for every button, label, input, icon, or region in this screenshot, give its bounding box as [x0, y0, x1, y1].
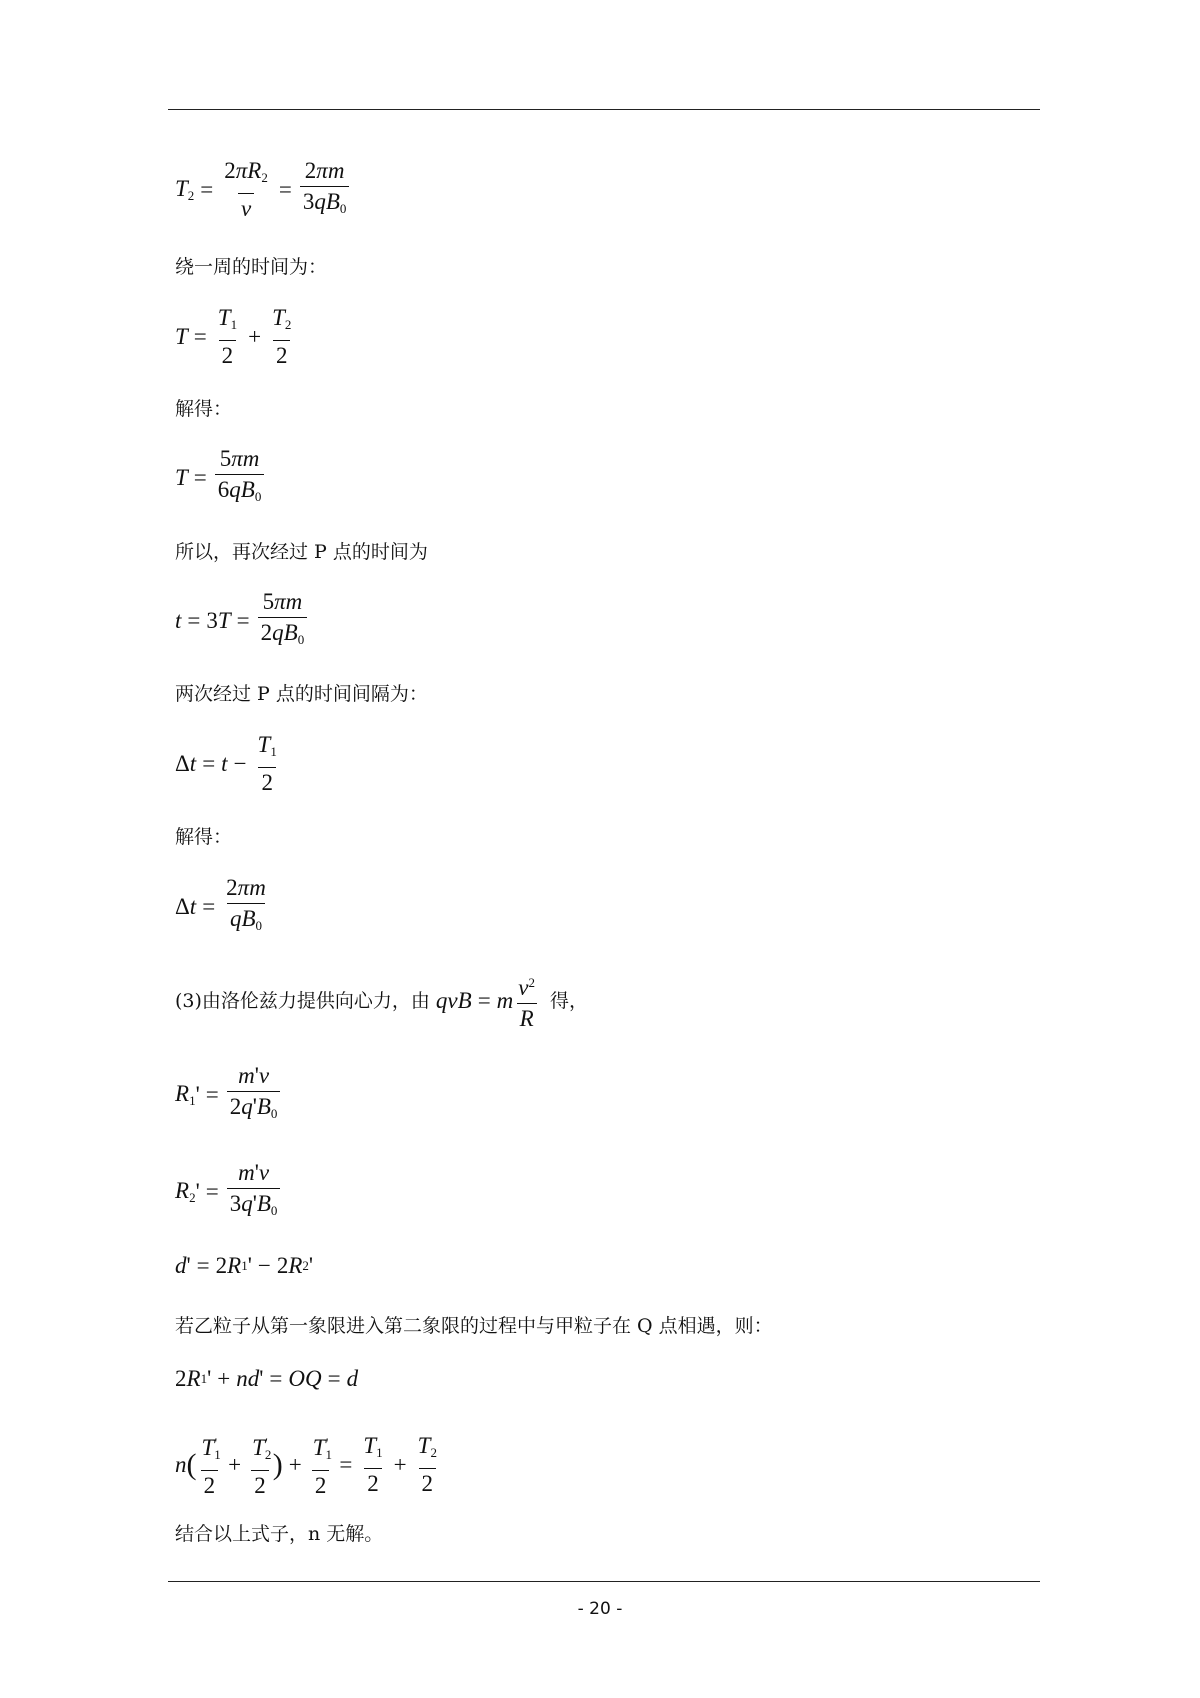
equation-delta-t: Δ t = t − $\frac{T_1}{2}$ [175, 732, 277, 795]
equation-T-sum: T = $\frac{T_1}{2}$ + $\frac{T_2}{2}$ [175, 305, 292, 368]
equation-t-3T: t = 3 T = $\frac{5\pi m}{2qB_0}$ [175, 589, 309, 653]
text-solve-1: 解得： [175, 398, 233, 420]
text-solve-2: 解得： [175, 826, 233, 848]
text-pass-p: 所以，再次经过 P 点的时间为 [175, 541, 428, 563]
text-lorentz-b: 得， [550, 990, 589, 1012]
equation-R1-prime: $R_1$ ' = $\frac{m'v}{2q'B_0}$ [175, 1063, 282, 1127]
footer-rule [168, 1581, 1040, 1582]
equation-T-result: T = $\frac{5\pi m}{6qB_0}$ [175, 446, 266, 510]
equation-oq: 2 R 1 ' + nd ' = OQ = d [175, 1366, 359, 1391]
text-conclusion: 结合以上式子，n 无解。 [175, 1523, 384, 1545]
equation-delta-t-result: Δ t = $\frac{2\pi m}{qB_0}$ [175, 875, 271, 939]
equation-d-prime: d ' = 2 R 1 ' − 2 R 2 ' [175, 1253, 314, 1278]
text-lorentz-a: (3)由洛伦兹力提供向心力，由 [175, 990, 430, 1012]
equation-R2-prime: $R_2$ ' = $\frac{m'v}{3q'B_0}$ [175, 1160, 282, 1224]
equation-T2: $T_2$ = $\frac{2\pi R_2}{v}$ = $\frac{2\pi m}{3qB_0}$ [175, 158, 351, 222]
text-round-time: 绕一周的时间为： [175, 256, 328, 278]
header-rule [168, 109, 1040, 110]
text-interval: 两次经过 P 点的时间间隔为： [175, 683, 428, 705]
page-number: - 20 - [577, 1599, 623, 1619]
equation-time-match: n ( $\frac{T_1'}{2}$ + $\frac{T_2'}{2}$ ) + $\frac{T_1'}{2}$ = $\frac{T_1}{2}$ + $\frac{T_2}{2}$ [175, 1432, 437, 1498]
text-meet: 若乙粒子从第一象限进入第二象限的过程中与甲粒子在 Q 点相遇，则： [175, 1315, 773, 1337]
lorentz-line [175, 970, 588, 1032]
equation-lorentz: qvB = m $\frac{v^2}{R}$ [435, 975, 536, 1031]
